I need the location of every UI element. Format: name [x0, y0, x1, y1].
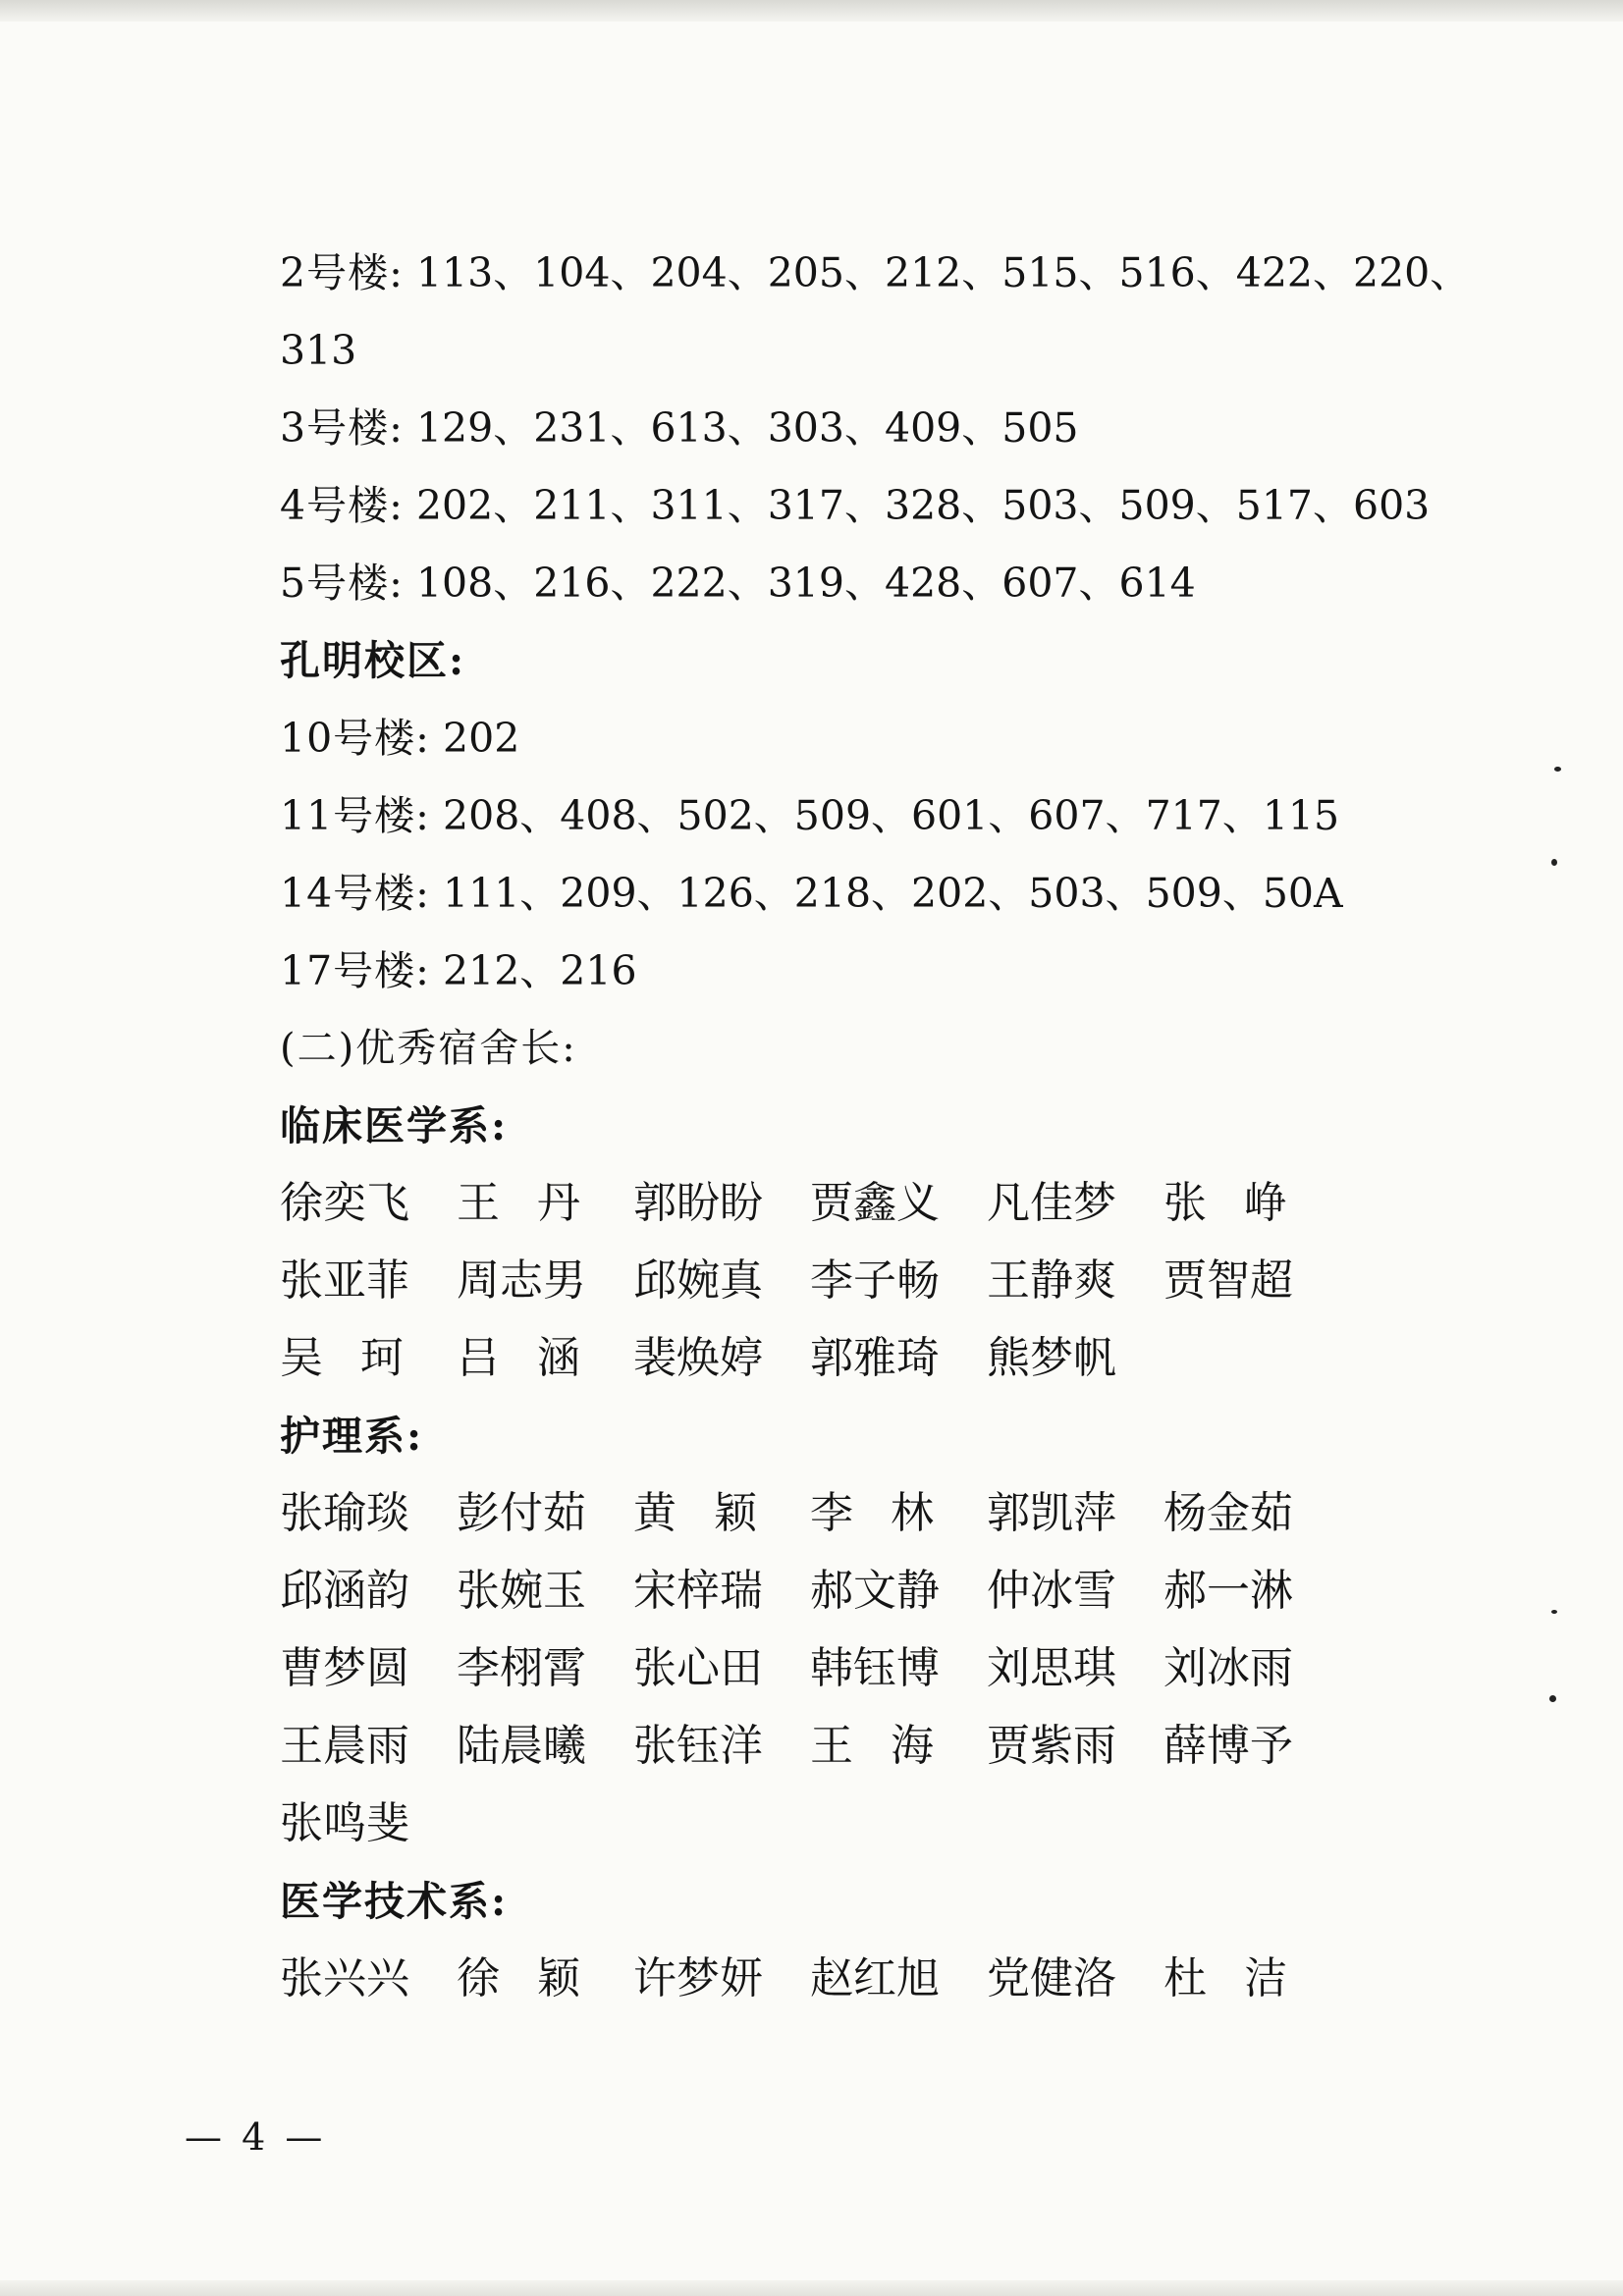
building-line — [280, 864, 1419, 941]
name-char: 梦 — [1073, 1178, 1116, 1228]
name-char: 婉 — [500, 1566, 543, 1616]
building-line — [280, 476, 1431, 554]
leader-name — [810, 1329, 987, 1407]
name-char: 文 — [853, 1566, 896, 1616]
name-char: 盼 — [676, 1178, 720, 1228]
leader-name — [280, 1717, 457, 1794]
name-char: 梓 — [676, 1566, 720, 1616]
name-char: 佳 — [1030, 1178, 1073, 1228]
leader-name — [457, 1252, 633, 1329]
name-row — [280, 1562, 1419, 1639]
name-char: 盼 — [720, 1178, 763, 1228]
name-char: 博 — [1207, 1721, 1250, 1771]
leader-name — [280, 1639, 457, 1717]
name-char: 思 — [1030, 1643, 1073, 1693]
name-char: 熊 — [987, 1333, 1030, 1383]
leader-name — [810, 1639, 987, 1717]
name-row — [280, 1794, 1419, 1872]
name-char: 予 — [1250, 1721, 1293, 1771]
building-label: 2号楼: — [280, 249, 404, 296]
building-line — [280, 554, 1419, 631]
name-char: 琰 — [366, 1488, 409, 1538]
leader-name — [810, 1949, 987, 2027]
name-char: 雅 — [853, 1333, 896, 1383]
name-char: 贾 — [1163, 1255, 1207, 1306]
name-char: 宋 — [633, 1566, 676, 1616]
name-char: 真 — [720, 1255, 763, 1306]
name-char: 许 — [633, 1953, 676, 2003]
name-char: 邱 — [280, 1566, 323, 1616]
name-char: 兴 — [366, 1953, 409, 2003]
name-char: 张 — [280, 1953, 323, 2003]
name-char: 刘 — [1163, 1643, 1207, 1693]
name-char: 智 — [1207, 1255, 1250, 1306]
leader-name — [633, 1949, 810, 2027]
room-list: 212、216 — [443, 947, 637, 994]
name-char: 邱 — [633, 1255, 676, 1306]
leader-name — [987, 1174, 1163, 1252]
name-char: 颖 — [714, 1488, 757, 1538]
leader-name — [280, 1252, 457, 1329]
name-char: 张 — [457, 1566, 500, 1616]
name-char: 郝 — [1163, 1566, 1207, 1616]
name-char: 霄 — [543, 1643, 586, 1693]
name-char: 雪 — [1073, 1566, 1116, 1616]
leader-name — [457, 1174, 633, 1252]
leader-name — [280, 1949, 457, 2027]
scan-speck — [1551, 1610, 1557, 1614]
leader-name — [1163, 1174, 1340, 1252]
name-char: 洋 — [720, 1721, 763, 1771]
name-char: 鸣 — [323, 1798, 366, 1848]
name-char: 李 — [810, 1488, 853, 1538]
leader-name — [1163, 1949, 1340, 2027]
name-char: 静 — [1030, 1255, 1073, 1306]
name-char: 郭 — [633, 1178, 676, 1228]
name-char: 杨 — [1163, 1488, 1207, 1538]
campus-heading: 孔明校区: — [280, 637, 466, 684]
name-char: 曦 — [543, 1721, 586, 1771]
name-char: 义 — [896, 1178, 940, 1228]
name-char: 瑞 — [720, 1566, 763, 1616]
name-char: 婷 — [720, 1333, 763, 1383]
name-char: 心 — [676, 1643, 720, 1693]
name-char: 萍 — [1073, 1488, 1116, 1538]
leader-name — [633, 1174, 810, 1252]
building-label: 10号楼: — [280, 715, 430, 762]
name-row — [280, 1639, 1419, 1717]
name-char: 曹 — [280, 1643, 323, 1693]
name-char: 一 — [1207, 1566, 1250, 1616]
name-char: 徐 — [280, 1178, 323, 1228]
name-char: 斐 — [366, 1798, 409, 1848]
name-char: 茹 — [543, 1488, 586, 1538]
name-char: 张 — [633, 1721, 676, 1771]
scan-speck — [1551, 859, 1557, 866]
name-char: 圆 — [366, 1643, 409, 1693]
leader-name — [1163, 1484, 1340, 1562]
name-char: 郝 — [810, 1566, 853, 1616]
leader-name — [280, 1794, 457, 1872]
name-char: 琦 — [896, 1333, 940, 1383]
leader-name — [987, 1639, 1163, 1717]
name-char: 冰 — [1207, 1643, 1250, 1693]
name-char: 紫 — [1030, 1721, 1073, 1771]
name-char: 张 — [280, 1255, 323, 1306]
name-char: 帆 — [1073, 1333, 1116, 1383]
name-char: 峥 — [1244, 1178, 1287, 1228]
name-char: 焕 — [676, 1333, 720, 1383]
name-row — [280, 1329, 1419, 1407]
name-row — [280, 1717, 1419, 1794]
name-char: 王 — [280, 1721, 323, 1771]
building-label: 17号楼: — [280, 947, 430, 994]
leader-name — [457, 1639, 633, 1717]
name-char: 健 — [1030, 1953, 1073, 2003]
leader-name — [280, 1562, 457, 1639]
name-char: 旭 — [896, 1953, 940, 2003]
name-char: 雨 — [366, 1721, 409, 1771]
leader-name — [987, 1329, 1163, 1407]
name-char: 党 — [987, 1953, 1030, 2003]
name-char: 薛 — [1163, 1721, 1207, 1771]
name-char: 雨 — [1250, 1643, 1293, 1693]
leader-name — [810, 1484, 987, 1562]
name-char: 畅 — [896, 1255, 940, 1306]
leader-name — [987, 1484, 1163, 1562]
leader-name — [457, 1717, 633, 1794]
leader-name — [633, 1329, 810, 1407]
name-char: 金 — [1207, 1488, 1250, 1538]
name-row — [280, 1484, 1419, 1562]
name-char: 超 — [1250, 1255, 1293, 1306]
room-list: 202 — [443, 715, 520, 762]
department-heading: 医学技术系: — [280, 1878, 509, 1925]
name-char: 赵 — [810, 1953, 853, 2003]
room-list: 129、231、613、303、409、505 — [415, 404, 1079, 452]
name-char: 冰 — [1030, 1566, 1073, 1616]
leader-name — [810, 1174, 987, 1252]
name-char: 丹 — [537, 1178, 580, 1228]
scan-top-edge — [0, 0, 1623, 22]
name-char: 琪 — [1073, 1643, 1116, 1693]
name-char: 博 — [896, 1643, 940, 1693]
name-char: 刘 — [987, 1643, 1030, 1693]
name-char: 男 — [543, 1255, 586, 1306]
leader-name — [810, 1252, 987, 1329]
name-char: 裴 — [633, 1333, 676, 1383]
department-list — [280, 1096, 1419, 2027]
name-char: 林 — [891, 1488, 934, 1538]
scan-speck — [1554, 767, 1561, 772]
building-label: 5号楼: — [280, 560, 404, 607]
name-char: 静 — [896, 1566, 940, 1616]
scan-speck — [1549, 1695, 1556, 1702]
leader-name — [280, 1484, 457, 1562]
building-label: 14号楼: — [280, 870, 430, 917]
leader-name — [987, 1562, 1163, 1639]
building-line — [280, 941, 1419, 1019]
name-char: 陆 — [457, 1721, 500, 1771]
name-char: 周 — [457, 1255, 500, 1306]
name-char: 贾 — [810, 1178, 853, 1228]
leader-name — [1163, 1639, 1340, 1717]
leader-name — [457, 1562, 633, 1639]
leader-name — [633, 1717, 810, 1794]
name-char: 吕 — [457, 1333, 500, 1383]
leader-name — [1163, 1252, 1340, 1329]
room-list: 313 — [280, 327, 357, 374]
leader-name — [633, 1252, 810, 1329]
name-char: 钰 — [853, 1643, 896, 1693]
name-char: 奕 — [323, 1178, 366, 1228]
name-char: 黄 — [633, 1488, 676, 1538]
leader-name — [457, 1329, 633, 1407]
name-char: 子 — [853, 1255, 896, 1306]
name-char: 淋 — [1250, 1566, 1293, 1616]
name-char: 杜 — [1163, 1953, 1207, 2003]
name-char: 付 — [500, 1488, 543, 1538]
name-char: 徐 — [457, 1953, 500, 2003]
leader-name — [810, 1717, 987, 1794]
scan-bottom-edge — [0, 2280, 1623, 2296]
leader-name — [633, 1639, 810, 1717]
department-heading: 护理系: — [280, 1413, 424, 1460]
name-char: 张 — [280, 1488, 323, 1538]
name-char: 栩 — [500, 1643, 543, 1693]
building-line — [280, 243, 1471, 321]
building-label: 11号楼: — [280, 792, 430, 839]
name-char: 晨 — [323, 1721, 366, 1771]
name-char: 凯 — [1030, 1488, 1073, 1538]
name-char: 颖 — [537, 1953, 580, 2003]
leader-name — [280, 1329, 457, 1407]
name-char: 仲 — [987, 1566, 1030, 1616]
page-number: — 4 — — [185, 2115, 327, 2159]
name-char: 涵 — [323, 1566, 366, 1616]
name-char: 彭 — [457, 1488, 500, 1538]
room-list: 202、211、311、317、328、503、509、517、603 — [415, 482, 1431, 529]
name-char: 张 — [1163, 1178, 1207, 1228]
name-char: 郭 — [810, 1333, 853, 1383]
room-list: 208、408、502、509、601、607、717、115 — [443, 792, 1340, 839]
building-label: 4号楼: — [280, 482, 404, 529]
name-char: 菲 — [366, 1255, 409, 1306]
section-title: (二)优秀宿舍长: — [280, 1026, 577, 1071]
name-char: 郭 — [987, 1488, 1030, 1538]
name-char: 玉 — [543, 1566, 586, 1616]
name-char: 凡 — [987, 1178, 1030, 1228]
building-line — [280, 709, 1419, 786]
name-char: 茹 — [1250, 1488, 1293, 1538]
name-char: 志 — [500, 1255, 543, 1306]
name-char: 妍 — [720, 1953, 763, 2003]
name-row — [280, 1174, 1419, 1252]
name-char: 王 — [987, 1255, 1030, 1306]
name-char: 飞 — [366, 1178, 409, 1228]
name-char: 梦 — [1030, 1333, 1073, 1383]
name-char: 红 — [853, 1953, 896, 2003]
name-char: 晨 — [500, 1721, 543, 1771]
name-char: 珂 — [360, 1333, 404, 1383]
name-char: 李 — [457, 1643, 500, 1693]
name-char: 韩 — [810, 1643, 853, 1693]
name-char: 王 — [457, 1178, 500, 1228]
name-char: 鑫 — [853, 1178, 896, 1228]
name-char: 张 — [633, 1643, 676, 1693]
name-char: 梦 — [323, 1643, 366, 1693]
building-label: 3号楼: — [280, 404, 404, 452]
leader-name — [1163, 1717, 1340, 1794]
name-char: 瑜 — [323, 1488, 366, 1538]
building-line-continuation — [280, 321, 1419, 399]
leader-name — [457, 1484, 633, 1562]
room-list: 111、209、126、218、202、503、509、50A — [443, 870, 1343, 917]
leader-name — [810, 1562, 987, 1639]
name-char: 雨 — [1073, 1721, 1116, 1771]
name-char: 田 — [720, 1643, 763, 1693]
department-heading: 临床医学系: — [280, 1102, 509, 1149]
leader-name — [280, 1174, 457, 1252]
leader-name — [457, 1949, 633, 2027]
room-list: 113、104、204、205、212、515、516、422、220、 — [415, 249, 1471, 296]
leader-name — [987, 1252, 1163, 1329]
name-char: 婉 — [676, 1255, 720, 1306]
name-char: 吴 — [280, 1333, 323, 1383]
name-char: 韵 — [366, 1566, 409, 1616]
leader-name — [1163, 1562, 1340, 1639]
name-char: 海 — [891, 1721, 934, 1771]
name-char: 洛 — [1073, 1953, 1116, 2003]
name-char: 王 — [810, 1721, 853, 1771]
leader-name — [633, 1562, 810, 1639]
room-list: 108、216、222、319、428、607、614 — [415, 560, 1196, 607]
name-row — [280, 1252, 1419, 1329]
name-row — [280, 1949, 1419, 2027]
name-char: 洁 — [1244, 1953, 1287, 2003]
building-line — [280, 786, 1419, 864]
name-char: 张 — [280, 1798, 323, 1848]
name-char: 兴 — [323, 1953, 366, 2003]
name-char: 涵 — [537, 1333, 580, 1383]
leader-name — [987, 1717, 1163, 1794]
building-line — [280, 399, 1419, 476]
leader-name — [987, 1949, 1163, 2027]
leader-name — [633, 1484, 810, 1562]
name-char: 梦 — [676, 1953, 720, 2003]
document-body — [280, 243, 1471, 2027]
name-char: 钰 — [676, 1721, 720, 1771]
name-char: 亚 — [323, 1255, 366, 1306]
name-char: 爽 — [1073, 1255, 1116, 1306]
name-char: 贾 — [987, 1721, 1030, 1771]
name-char: 李 — [810, 1255, 853, 1306]
